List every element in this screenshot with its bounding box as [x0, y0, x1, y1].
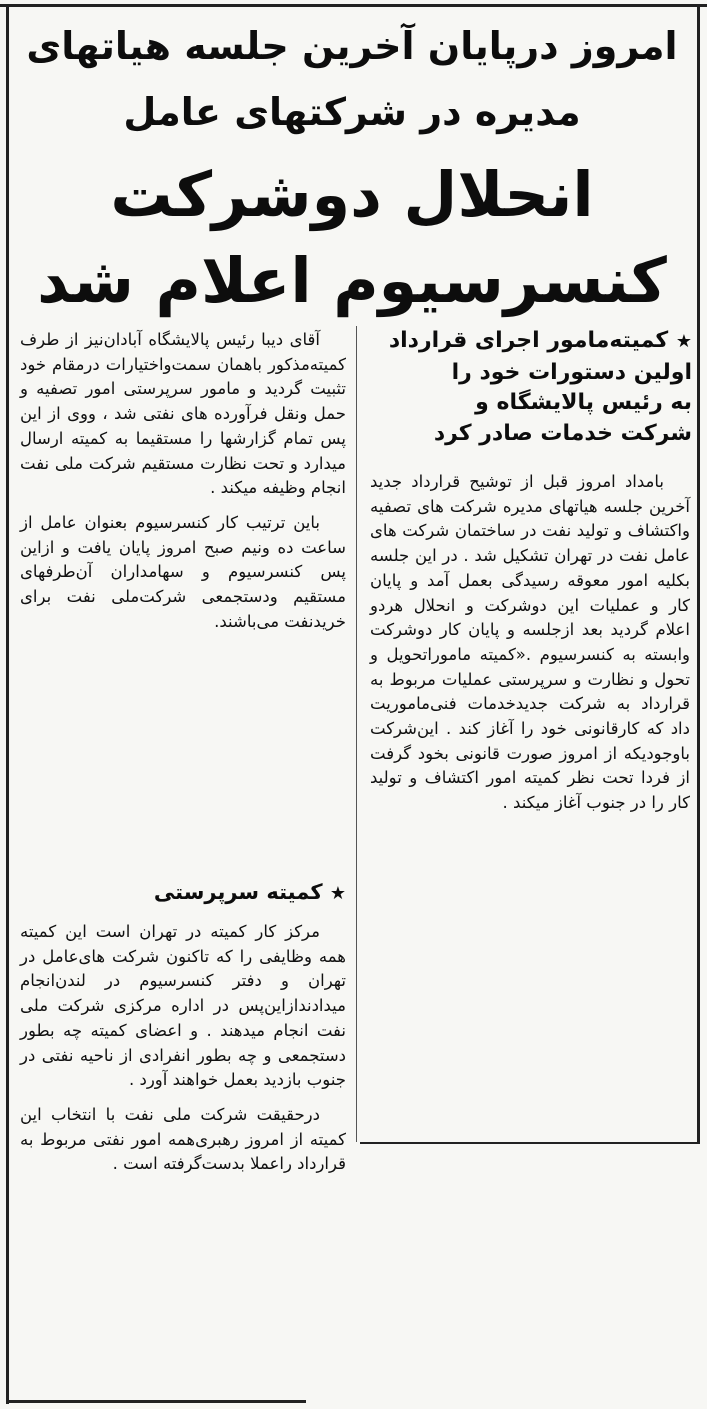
- subhead-line-1: [350, 326, 692, 358]
- left-column-subhead: [100, 878, 346, 908]
- left-paragraph-4: درحقیقت شرکت ملی نفت با انتخاب این کمیته از امروز رهبری‌همه امور نفتی مربوط به قرارداد راعملا بدست‌گرفته است .: [20, 1104, 346, 1174]
- right-column-paragraph: بامداد امروز قبل از توشیح قرارداد جدید آخرین جلسه هیاتهای مدیره شرکت های تصفیه واکتشاف و تولید نفت در ساختمان شرکت های عامل نفت در تهران تشکیل شد . در این جلسه بکلیه امور معوقه رسیدگی بعمل آمد و پایان کار و عملیات این دوشرکت و انحلال هردو اعلام گردید بعد ازجلسه و پایان کار دوشرکت وابسته به کنسرسیوم .«کمیته ماموراتحویل و تحول و نظارت و سرپرستی عملیات مربوط به قرارداد به شرکت جدیدخدمات فنی‌ماموریت داد که کارقانونی خود را آغاز کند . این‌شرکت باوجودیکه از امروز صورت قانونی بخود گرفت از فردا تحت نظر کمیته امور اکتشاف و تولید کار را در جنوب آغاز میکند .: [370, 472, 690, 813]
- left-subhead-text: کمیته سرپرستی: [153, 880, 323, 904]
- headline-line-1: امروز درپایان آخرین جلسه هیاتهای: [26, 24, 678, 68]
- left-paragraph-2: باین ترتیب کار کنسرسیوم بعنوان عامل از ساعت ده ونیم صبح امروز پایان یافت و ازاین پس کنسرسیوم و سهامداران آن‌طرفهای مستقیم ودستجمعی شرکت‌ملی نفت برای خریدنفت می‌باشند.: [20, 512, 346, 631]
- right-column-body: [370, 470, 690, 1130]
- left-column-body-lower: [20, 920, 346, 1400]
- star-icon: ★: [329, 883, 346, 904]
- left-paragraph-1: آقای دیبا رئیس پالایشگاه آبادان‌نیز از طرف کمیته‌مذکور باهمان سمت‌واختیارات درمقام خود تثبیت گردید و مامور سرپرستی امور تصفیه و حمل ونقل فرآورده های نفتی شد ، ووی از این پس تمام گزارشها را مستقیما به کمیته ارسال میدارد و تحت نظارت مستقیم شرکت ملی نفت انجام وظیفه میکند .: [20, 330, 346, 498]
- frame-left-rule: [6, 4, 9, 1404]
- subhead-line-2: اولین دستورات خود را: [451, 359, 692, 385]
- subhead-line-3: به رئیس پالایشگاه و: [475, 390, 692, 415]
- subhead-text-1: کمیته‌مامور اجرای قرارداد: [388, 328, 669, 353]
- frame-bottom-rule: [360, 1142, 700, 1144]
- right-column-subhead: [350, 326, 692, 449]
- subhead-line-4: شرکت خدمات صادر کرد: [433, 420, 692, 446]
- headline-main-line-1: انحلال دوشرکت: [110, 158, 594, 231]
- headline-main-line-2: کنسرسیوم اعلام شد: [37, 244, 667, 317]
- frame-top-rule: [0, 4, 707, 7]
- headline-line-2: مدیره در شرکتهای عامل: [123, 90, 581, 134]
- star-icon: ★: [675, 331, 692, 352]
- frame-right-rule: [697, 4, 700, 1144]
- left-paragraph-3: مرکز کار کمیته در تهران است این کمیته همه وظایفی را که تاکنون شرکت های‌عامل در تهران و دفتر کنسرسیوم در لندن‌انجام میدادندازاین‌پس در اداره مرکزی شرکت ملی نفت انجام میدهند . و اعضای کمیته چه بطور دستجمعی و چه بطور انفرادی از ناحیه نفتی در جنوب بازدید بعمل خواهند آورد .: [20, 922, 346, 1090]
